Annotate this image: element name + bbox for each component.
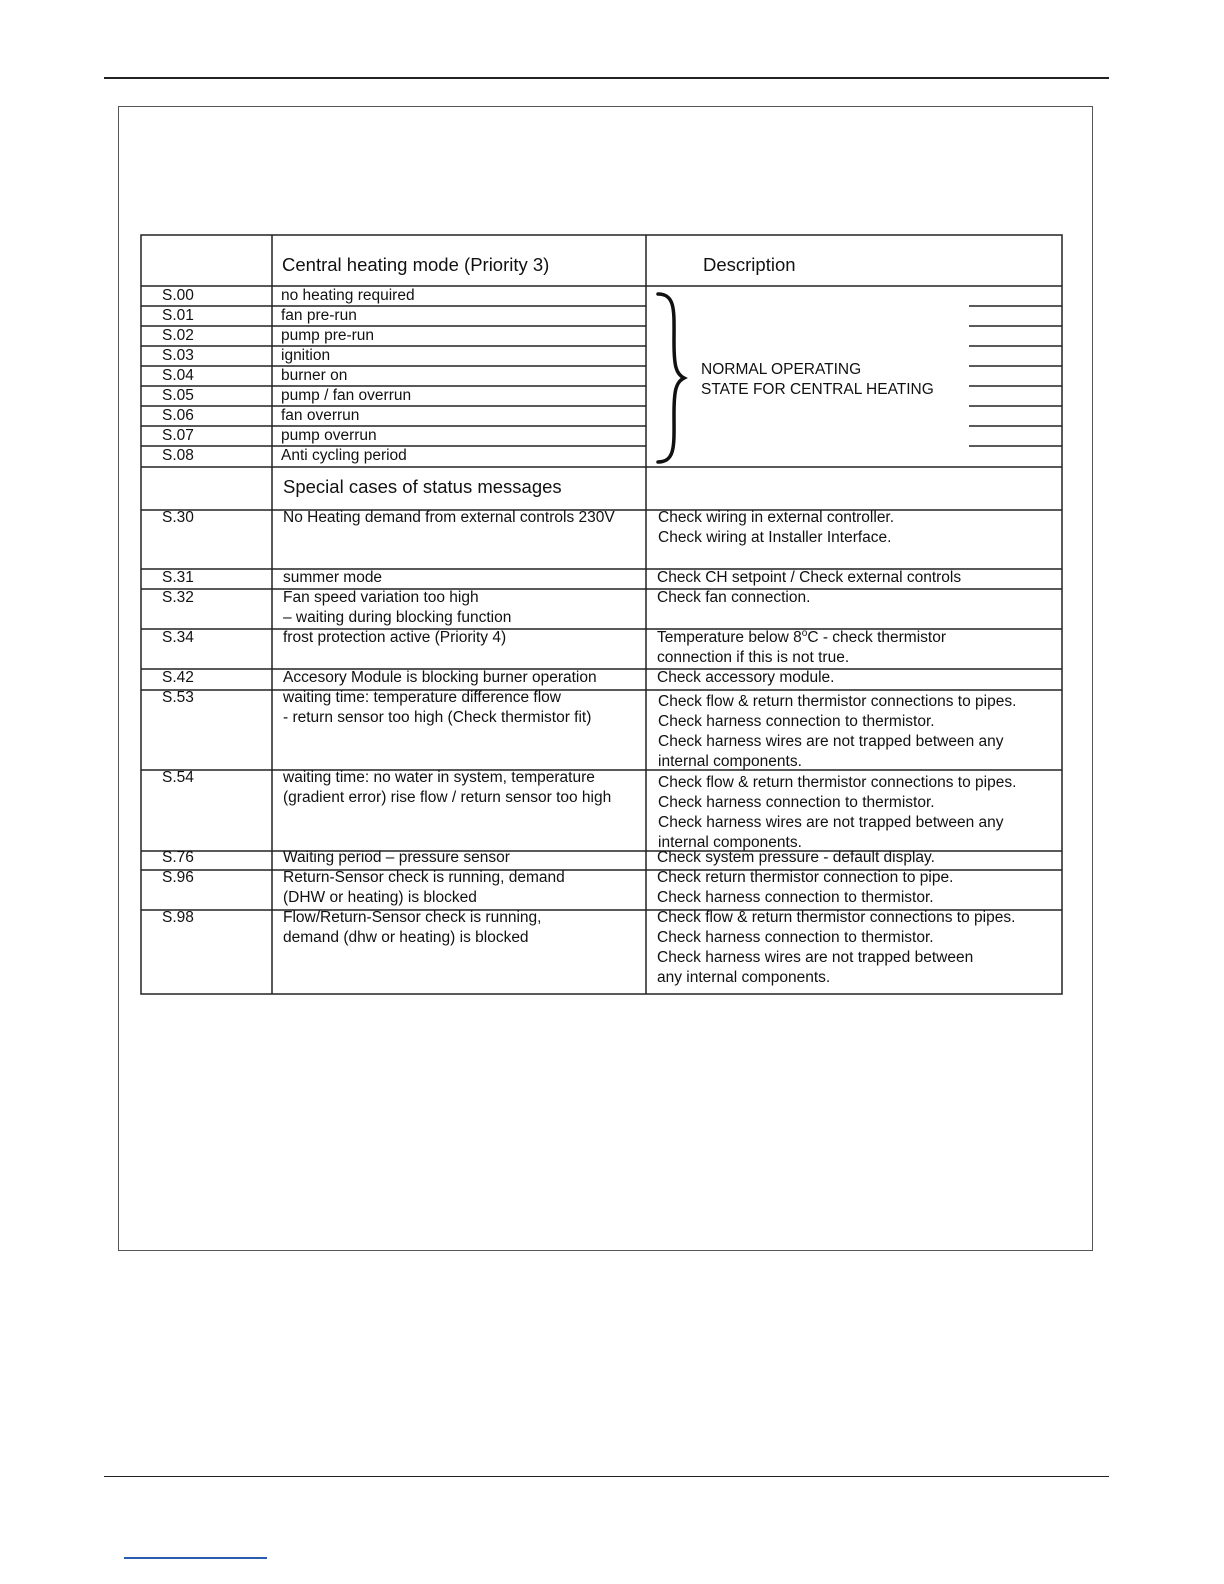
row-desc: Check accessory module. xyxy=(657,669,835,686)
row-code: S.34 xyxy=(162,629,194,646)
row-desc: internal components. xyxy=(658,753,802,770)
row-text: fan pre-run xyxy=(281,307,357,324)
row-desc: Temperature below 8$^o$C - check thermistor xyxy=(657,627,946,646)
row-code: S.01 xyxy=(162,307,194,324)
row-code: S.08 xyxy=(162,447,194,464)
row-text: Waiting period – pressure sensor xyxy=(283,849,510,866)
row-text: burner on xyxy=(281,367,348,384)
row-code: S.96 xyxy=(162,869,194,886)
row-text: demand (dhw or heating) is blocked xyxy=(283,929,529,946)
row-text: pump pre-run xyxy=(281,327,375,344)
row-text: waiting time: temperature difference flow xyxy=(283,689,561,706)
row-desc: any internal components. xyxy=(657,969,831,986)
special-header: Special cases of status messages xyxy=(283,476,562,497)
row-desc: Check CH setpoint / Check external controls xyxy=(657,569,962,586)
row-text: Accesory Module is blocking burner operation xyxy=(283,669,597,686)
row-text: Fan speed variation too high xyxy=(283,589,479,606)
row-code: S.54 xyxy=(162,769,194,786)
row-code: S.98 xyxy=(162,909,194,926)
row-desc: Check harness wires are not trapped between xyxy=(657,949,974,966)
row-code: S.00 xyxy=(162,287,194,304)
row-text: frost protection active (Priority 4) xyxy=(283,629,507,646)
row-desc: Check return thermistor connection to pipe. xyxy=(657,869,954,886)
normal-state-line1: NORMAL OPERATING xyxy=(701,361,862,378)
row-desc: Check harness connection to thermistor. xyxy=(658,713,935,730)
row-text: Return-Sensor check is running, demand xyxy=(283,869,565,886)
row-text: waiting time: no water in system, temperature xyxy=(283,769,595,786)
degree-superscript: o xyxy=(801,627,808,639)
footer-link-underline[interactable] xyxy=(124,1557,267,1559)
row-desc: Check wiring at Installer Interface. xyxy=(658,529,892,546)
row-text: no heating required xyxy=(281,287,415,304)
row-text: summer mode xyxy=(283,569,383,586)
row-desc: Check flow & return thermistor connections to pipes. xyxy=(658,693,1017,710)
row-code: S.42 xyxy=(162,669,194,686)
row-code: S.07 xyxy=(162,427,194,444)
row-desc: Check harness connection to thermistor. xyxy=(657,929,934,946)
row-text: Flow/Return-Sensor check is running, xyxy=(283,909,542,926)
row-desc: connection if this is not true. xyxy=(657,649,850,666)
row-text: – waiting during blocking function xyxy=(283,609,512,626)
row-code: S.32 xyxy=(162,589,194,606)
row-desc: Check flow & return thermistor connections to pipes. xyxy=(657,909,1016,926)
normal-state-line2: STATE FOR CENTRAL HEATING xyxy=(701,381,934,398)
footer-rule xyxy=(104,1476,1109,1477)
row-desc: internal components. xyxy=(658,834,802,851)
row-text: pump / fan overrun xyxy=(281,387,412,404)
header-description: Description xyxy=(703,254,796,275)
row-code: S.02 xyxy=(162,327,194,344)
row-desc: Check wiring in external controller. xyxy=(658,509,895,526)
row-text: (gradient error) rise flow / return sensor too high xyxy=(283,789,612,806)
row-text: fan overrun xyxy=(281,407,360,424)
row-desc: Check harness wires are not trapped between any xyxy=(658,733,1004,750)
row-text: - return sensor too high (Check thermistor fit) xyxy=(283,709,592,726)
normal-state-label xyxy=(701,360,934,400)
row-text: (DHW or heating) is blocked xyxy=(283,889,477,906)
row-desc: Check fan connection. xyxy=(657,589,811,606)
row-code: S.03 xyxy=(162,347,194,364)
row-desc: Check harness connection to thermistor. xyxy=(658,794,935,811)
row-desc: Check harness connection to thermistor. xyxy=(657,889,934,906)
row-code: S.76 xyxy=(162,849,194,866)
curly-brace-icon xyxy=(654,292,688,464)
row-text: pump overrun xyxy=(281,427,377,444)
row-text: ignition xyxy=(281,347,331,364)
row-code: S.31 xyxy=(162,569,194,586)
row-code: S.04 xyxy=(162,367,194,384)
row-text: No Heating demand from external controls 230V xyxy=(283,509,615,526)
row-desc: Check flow & return thermistor connections to pipes. xyxy=(658,774,1017,791)
row-text: Anti cycling period xyxy=(281,447,407,464)
row-code: S.53 xyxy=(162,689,194,706)
row-desc: Check system pressure - default display. xyxy=(657,849,935,866)
row-code: S.05 xyxy=(162,387,194,404)
row-desc: Check harness wires are not trapped between any xyxy=(658,814,1004,831)
header-mode: Central heating mode (Priority 3) xyxy=(282,254,550,275)
row-code: S.06 xyxy=(162,407,194,424)
row-code: S.30 xyxy=(162,509,194,526)
